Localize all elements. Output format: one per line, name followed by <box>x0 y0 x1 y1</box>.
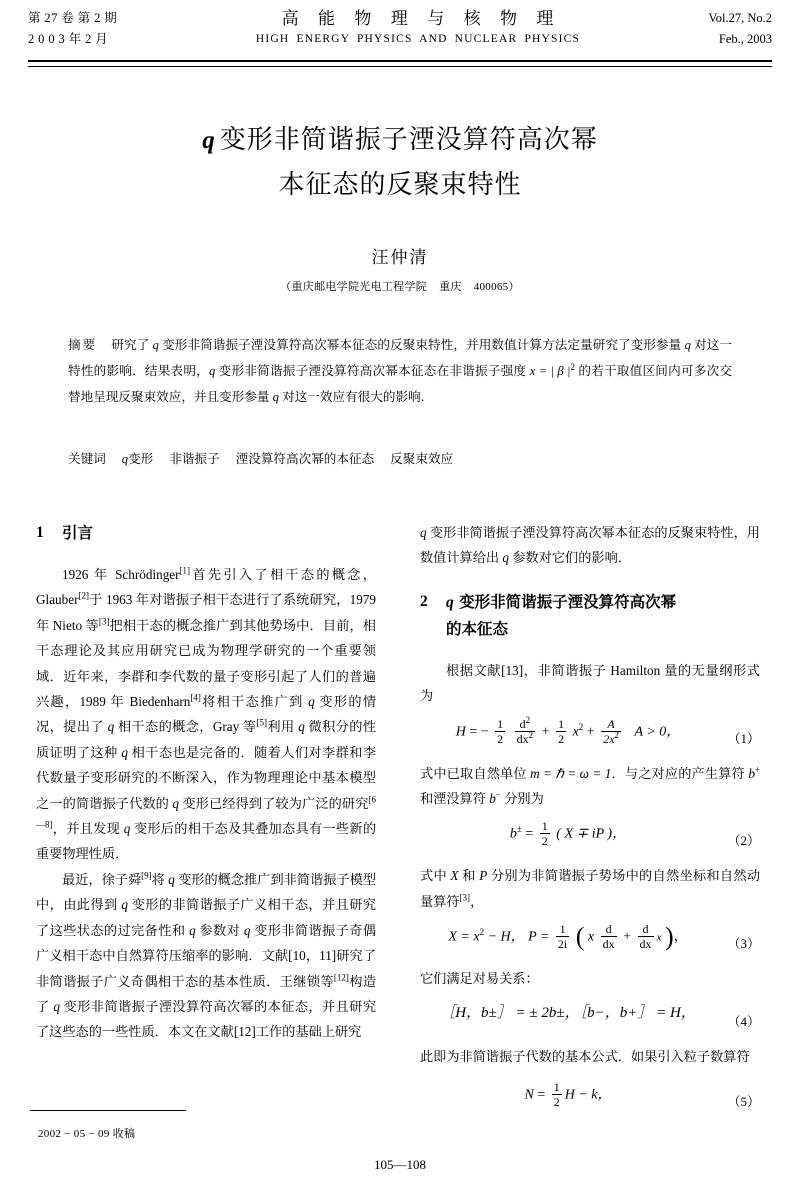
section-2-var-q: q <box>446 593 454 611</box>
author-affiliation <box>60 278 740 296</box>
citation-ref-12-b: [12] <box>233 1024 256 1040</box>
affiliation-paren-close: ） <box>508 281 520 293</box>
eq5-frac-den: 2 <box>553 1095 560 1110</box>
equation-2-number: （2） <box>727 833 760 849</box>
s1p2-text-d: 变形的非简谐振子广义相干态，并且研究了这些状态的过完备性和 <box>36 897 377 938</box>
section-2-title-line1: 变形非简谐振子湮没算符高次幂 <box>459 591 677 611</box>
section-2-title <box>446 589 760 642</box>
abstract-var-q-3: q <box>209 364 216 378</box>
page-title-line1 <box>60 118 740 163</box>
eq2-frac-den: 2 <box>541 834 548 849</box>
eq1-frac-half-num: 1 <box>497 716 504 731</box>
eq3-inner-x1: x <box>587 929 595 945</box>
section-1-paragraph-2 <box>36 867 376 1045</box>
eq1-lhs: H <box>455 724 466 740</box>
s1p2-text-k: 变形非简谐振子湮没算符高次幂本征态的反聚束特性，用数值计算给出 <box>420 525 760 566</box>
eq1-deriv-num <box>515 714 536 731</box>
section-2-title-line2: 的本征态 <box>446 618 509 638</box>
eq3-paren-close: ) <box>664 921 674 951</box>
s1p2-text-b: 将 <box>151 871 169 887</box>
journal-title-en: HIGH ENERGY PHYSICS AND NUCLEAR PHYSICS <box>255 33 581 45</box>
abstract-text-3: 对这一特性的影响．结果表明， <box>68 338 732 378</box>
s2p3-text-a: 式中 <box>420 868 451 884</box>
s1p1-text-e: 将相干态推广到 <box>200 694 309 710</box>
body-column-right <box>420 520 760 1124</box>
eq1-x-sup: 2 <box>578 721 584 732</box>
abstract-var-q-2: q <box>684 338 691 352</box>
s1p2-var-q-1: q <box>168 871 175 887</box>
abstract-text-6: 对这一效应有很大的影响． <box>278 390 434 404</box>
s1p1-text-b: 首先引入了相干态的概念，Glauber <box>36 567 376 608</box>
s1p2-var-q-4: q <box>243 922 251 938</box>
keyword-3: 湮没算符高次幂的本征态 <box>235 452 375 466</box>
publication-date-cn: 2 0 0 3 年 2 月 <box>28 32 109 46</box>
abstract-text-2: 变形非简谐振子湮没算符高次幂本征态的反聚束特性，并用数值计算方法定量研究了变形参量 <box>158 338 685 352</box>
author-name: 汪仲清 <box>371 248 429 268</box>
section-2-heading <box>420 589 760 642</box>
section-1-number: 1 <box>36 524 44 541</box>
equation-5 <box>420 1081 760 1117</box>
s1p2-text-e: 参数对 <box>195 922 244 938</box>
equation-1-number: （1） <box>727 730 760 746</box>
eq3-part1: X = x <box>448 929 480 945</box>
s2p2-b-plus: b <box>748 765 755 781</box>
eq1-deriv-den <box>515 731 536 746</box>
abstract-label: 摘要 <box>68 338 98 352</box>
equation-1-body <box>420 714 716 747</box>
eq1-frac-half-2 <box>556 717 566 746</box>
section-2-paragraph-2 <box>420 761 760 812</box>
eq5-lhs: N <box>524 1087 534 1103</box>
eq2-rhs: ( X ∓ iP )， <box>556 827 627 843</box>
s2p2-b-minus: b <box>489 791 496 807</box>
keyword-1: 变形 <box>128 452 154 466</box>
eq1-plus-1: + <box>541 724 550 740</box>
eq3-frac-ddx-2 <box>638 922 654 951</box>
s2p3-text-b: 和 <box>458 868 480 884</box>
s1p1-text-a: 1926 年 Schrödinger <box>62 567 180 582</box>
s1p1-text-h: 利用 <box>267 719 299 735</box>
s1p1-text-f: 变形的情况，提出了 <box>36 694 377 735</box>
citation-ref-6-8: [6—8] <box>36 794 377 830</box>
eq1-equals: = <box>469 724 478 740</box>
eq1-fracA-den-sup: 2 <box>614 729 620 740</box>
masthead <box>28 8 772 60</box>
s2p2-text-b: ．与之对应的产生算符 <box>611 765 749 781</box>
eq3-paren-open: ( <box>575 921 585 951</box>
eq4-text: ［H，b±］ = ± 2b±，［b−，b+］ = H， <box>440 1004 696 1021</box>
eq3-ddx1-num: d <box>605 922 612 937</box>
eq1-frac-half2-den: 2 <box>558 731 565 746</box>
s1p2-text-f: 变形非简谐振子奇偶广义相干态中自然算符压缩率的影响．文献 <box>36 922 377 964</box>
page-folio: 105—108 <box>374 1157 426 1172</box>
s2p2-natural-units: m = ℏ = ω = 1 <box>530 765 612 781</box>
title-block <box>60 118 740 296</box>
eq3-frac-1-2i <box>556 922 569 951</box>
s2p2-b-minus-sup: − <box>495 789 501 800</box>
s1p1-text-l: ，并且发现 <box>52 821 124 837</box>
abstract-text-1: 研究了 <box>111 338 153 352</box>
abstract-var-q-4: q <box>272 390 279 404</box>
affiliation-institute: （重庆邮电学院光电工程学院 <box>280 281 428 293</box>
eq3-frac-den: 2i <box>557 937 568 952</box>
citation-ref-1: [1] <box>179 565 191 576</box>
eq5-frac-num: 1 <box>553 1080 560 1095</box>
s1p1-text-k: 变形已经得到了较为广泛的研究 <box>178 795 369 811</box>
citation-ref-9: [9] <box>141 870 152 881</box>
s2p3-text-c: 分别为非简谐振子势场中的自然坐标和自然动量算符 <box>420 868 761 909</box>
s1p2-text-c: 变形的概念推广到非简谐振子模型中，由此得到 <box>36 871 377 913</box>
eq1-frac-half2-num: 1 <box>558 716 565 731</box>
section-2-paragraph-1 <box>420 658 760 709</box>
s2p3-var-X: X <box>450 868 459 884</box>
eq1-x: x <box>572 724 579 740</box>
eq3-part1-sup: 2 <box>479 927 485 938</box>
citation-ref-3: [3] <box>98 616 110 627</box>
issue-date-en: Feb., 2003 <box>718 32 772 46</box>
title-line1-text: 变形非简谐振子湮没算符高次幂 <box>219 125 598 155</box>
eq1-plus-2: + <box>586 724 595 740</box>
eq1-fracA-den-2x: 2x <box>603 731 615 746</box>
s1p2-text-l: 参数对它们的影响． <box>509 550 631 566</box>
equation-4-number: （4） <box>727 1013 760 1029</box>
equation-3-body <box>420 923 716 952</box>
section-2-paragraph-5: 此即为非简谐振子代数的基本公式．如果引入粒子数算符 <box>420 1048 750 1064</box>
equation-5-number: （5） <box>727 1094 760 1110</box>
masthead-divider <box>28 60 772 67</box>
eq3-frac-num: 1 <box>559 922 566 937</box>
s1p2-text-g: 研究了非简谐振子广义奇偶相干态的基本性质．王继锁等 <box>36 948 377 989</box>
eq2-equals: = <box>525 827 534 843</box>
citation-ref-4: [4] <box>190 692 201 703</box>
section-2-paragraph-4: 它们满足对易关系： <box>420 971 539 987</box>
s1p1-var-q-1: q <box>308 694 315 710</box>
s1p1-var-q-6: q <box>123 821 131 837</box>
keywords-label: 关键词 <box>68 452 106 466</box>
s1p1-text-c: 于 1963 年对谐振子相干态进行了系统研究，1979 年 Nieto 等 <box>36 592 376 633</box>
eq3-plus: + <box>623 929 632 945</box>
section-1-paragraph-1 <box>36 562 376 867</box>
equation-4-body <box>420 1001 716 1026</box>
eq2-lhs: b <box>509 827 517 843</box>
section-2-number: 2 <box>420 592 428 610</box>
eq1-frac-derivative <box>515 714 536 746</box>
masthead-left <box>28 8 228 50</box>
masthead-right <box>572 8 772 50</box>
abstract-formula-x: x = | β | <box>529 364 571 378</box>
s1p1-var-q-5: q <box>172 795 179 811</box>
section-1-title: 引言 <box>62 523 94 542</box>
journal-title-cn: 高 能 物 理 与 核 物 理 <box>281 9 561 29</box>
eq1-condition: A > 0， <box>634 724 681 740</box>
abstract-formula-exponent: 2 <box>570 361 576 372</box>
eq3-frac-ddx-1 <box>601 922 617 951</box>
section-2-paragraph-3 <box>420 863 760 914</box>
volume-issue: 第 27 卷 第 2 期 <box>28 11 118 25</box>
eq3-inner-x2: x <box>656 931 662 944</box>
s1p2-var-q-3: q <box>189 922 196 938</box>
eq1-frac-half <box>495 717 505 746</box>
equation-3-number: （3） <box>727 936 760 952</box>
s1p2-text-i: 变形非简谐振子湮没算符高次幂的本征态，并且研究了这些态的一些性质．本文在文献 <box>36 998 377 1040</box>
eq1-minus: − <box>480 724 489 740</box>
masthead-center <box>218 8 618 49</box>
body-column-left <box>36 520 376 1045</box>
eq2-lhs-sup: ± <box>516 824 522 835</box>
equation-2 <box>420 820 760 856</box>
abstract-text-4: 变形非简谐振子湮没算符高次幂本征态在非谐振子强度 <box>215 364 530 378</box>
eq1-deriv-den-dx: dx <box>516 731 529 746</box>
s1p2-text-h: 构造了 <box>36 973 377 1014</box>
equation-4 <box>420 1001 760 1037</box>
eq3-part1b: − H， P = <box>484 929 550 945</box>
eq1-frac-A <box>601 717 621 746</box>
s1p1-var-q-3: q <box>298 719 305 735</box>
eq5-equals: = <box>537 1087 546 1103</box>
s1p1-text-m: 变形后的相干态及其叠加态具有一些新的重要物理性质． <box>36 821 377 862</box>
citation-ref-13: [13] <box>501 662 524 678</box>
eq3-tail: ， <box>673 929 688 945</box>
citation-ref-10-11: [10，11] <box>288 948 337 964</box>
citation-ref-5: [5] <box>256 718 268 729</box>
eq1-fracA-den <box>601 731 621 746</box>
equation-2-body <box>420 820 716 849</box>
eq1-deriv-num-d: d <box>519 716 526 731</box>
keyword-1-var: q <box>121 452 129 466</box>
eq1-frac-half-den: 2 <box>497 731 504 746</box>
eq3-ddx1-den: dx <box>602 937 615 952</box>
footnote-received-date: 2002 − 05 − 09 收稿 <box>38 1128 136 1140</box>
s2p3-text-d: ， <box>470 893 484 909</box>
s1p1-text-i: 微积分的性质证明了这种 <box>36 719 377 760</box>
eq2-frac-num: 1 <box>541 819 548 834</box>
s2p3-var-P: P <box>479 868 488 884</box>
title-variable-q: q <box>202 127 216 154</box>
s1p2-var-q-7: q <box>502 550 510 566</box>
footnote-rule <box>30 1110 186 1111</box>
s1p1-text-g: 相干态的概念，Gray 等 <box>114 719 257 735</box>
s2p2-text-c: 和湮没算符 <box>420 791 490 807</box>
citation-ref-2: [2] <box>78 591 89 602</box>
eq5-rhs: H − k， <box>564 1087 612 1103</box>
s2p2-text-d: 分别为 <box>500 791 544 807</box>
keyword-2: 非谐振子 <box>169 452 220 466</box>
citation-ref-12: [12] <box>333 972 349 983</box>
s2p2-b-plus-sup: + <box>754 764 761 775</box>
s2p1-text-a: 根据文献 <box>446 662 502 678</box>
equation-3 <box>420 923 760 959</box>
equation-5-body <box>420 1081 716 1110</box>
s1p1-text-j: 相干态也是完备的．随着人们对李群和李代数量子变形研究的不断深入，作为物理理论中基本模型之一的简谐振子代数的 <box>36 744 377 811</box>
affiliation-city: 重庆 <box>439 281 462 293</box>
keywords <box>68 447 732 471</box>
section-1-heading <box>36 520 376 546</box>
s1p2-var-q-6: q <box>420 525 427 540</box>
s1p2-var-q-2: q <box>121 897 128 913</box>
eq1-deriv-den-sup: 2 <box>528 729 534 740</box>
eq2-frac-half <box>540 819 550 848</box>
abstract <box>68 332 732 410</box>
citation-ref-3-b: [3] <box>459 892 471 903</box>
s1p2-var-q-5: q <box>53 998 60 1014</box>
s1p1-var-q-4: q <box>121 744 128 760</box>
abstract-var-q-1: q <box>152 338 159 352</box>
section-1-paragraph-2-cont <box>420 520 760 571</box>
eq3-ddx2-den: dx <box>639 937 652 952</box>
s1p2-text-a: 最近，徐子舜 <box>62 871 142 887</box>
volume-number-en: Vol.27, No.2 <box>708 11 772 25</box>
page-title-line2: 本征态的反聚束特性 <box>278 170 522 200</box>
s1p1-text-d: 把相干态的概念推广到其他势场中．目前，相干态理论及其应用研究已成为物理学研究的一个重要领域．近年来，李群和李代数的量子变形引起了人们的普遍兴趣，1989 年 Biedenharn <box>36 617 376 710</box>
s1p2-text-j: 工作的基础上研究 <box>255 1024 362 1040</box>
keyword-4: 反聚束效应 <box>390 452 454 466</box>
eq1-fracA-num: A <box>607 716 615 731</box>
s1p1-var-q-2: q <box>107 719 115 735</box>
eq3-ddx2-num: d <box>642 922 649 937</box>
eq5-frac-half <box>552 1080 562 1109</box>
abstract-text-5: 的若干取值区间内可多次交替地呈现反聚束效应，并且变形参量 <box>68 364 732 404</box>
eq1-deriv-num-sup: 2 <box>525 714 531 725</box>
s2p1-text-b: ，非简谐振子 Hamilton 量的无量纲形式为 <box>420 662 760 704</box>
equation-1 <box>420 714 760 754</box>
affiliation-postcode: 400065 <box>473 281 509 293</box>
s2p2-text-a: 式中已取自然单位 <box>420 765 531 781</box>
